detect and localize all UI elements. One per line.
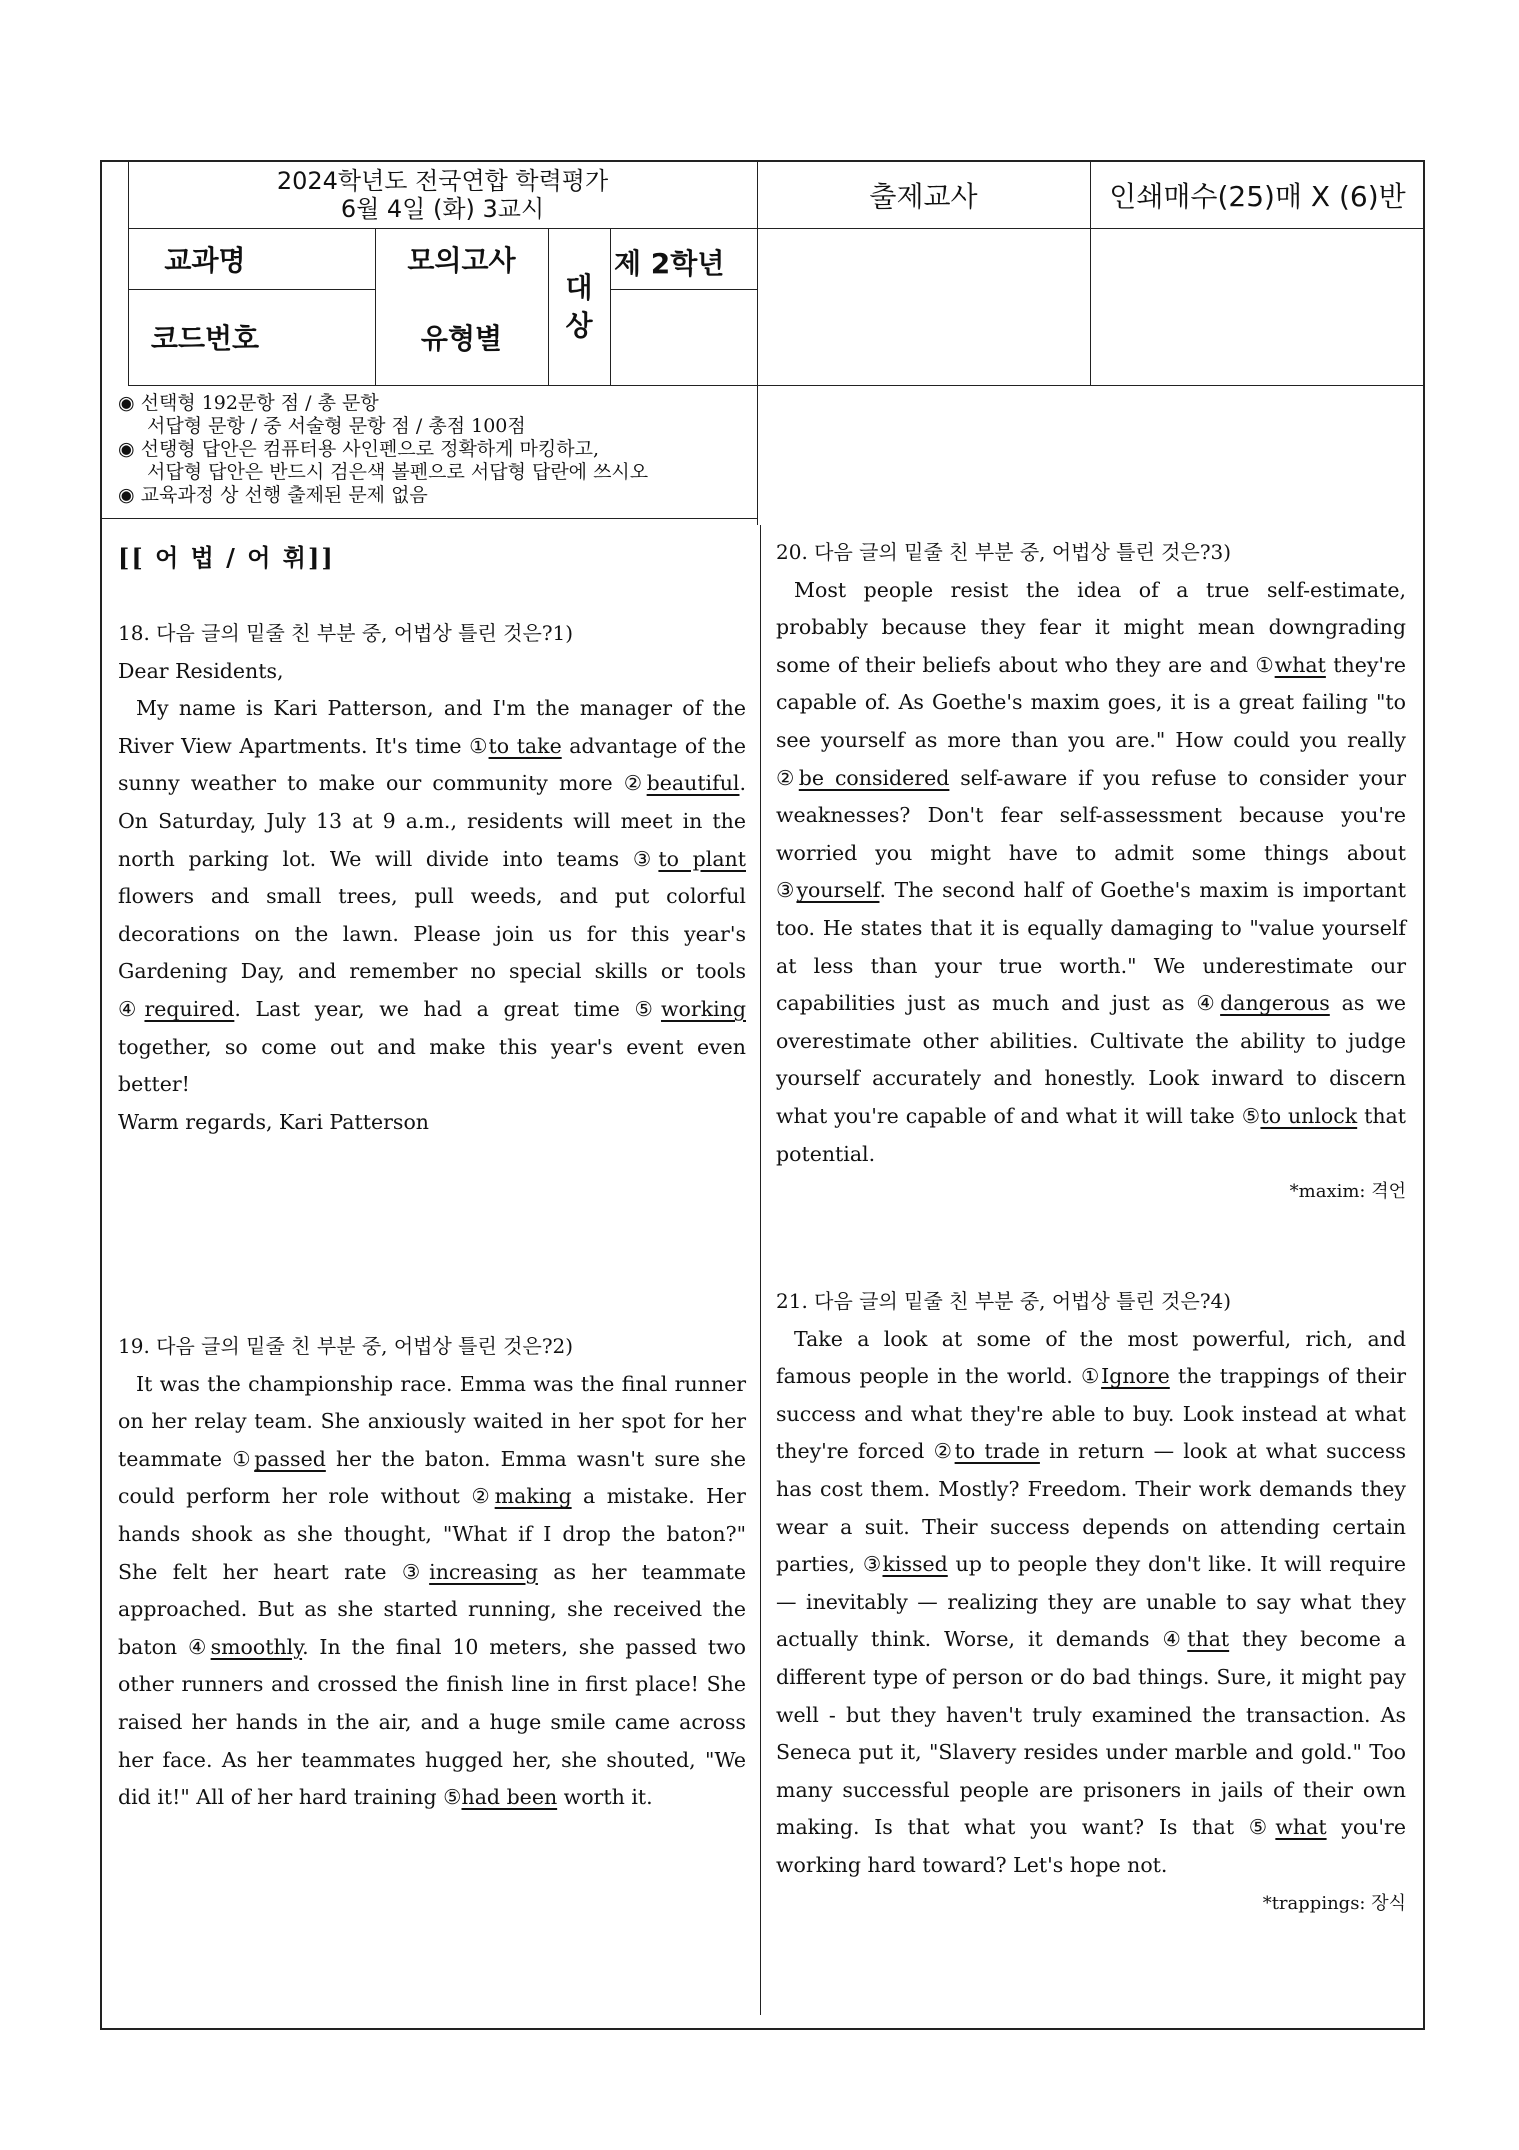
column-divider	[760, 525, 761, 2015]
print-count: 인쇄매수(25)매 X (6)반	[1109, 180, 1406, 213]
q18-option-4: required	[144, 996, 235, 1021]
q19-option-2: making	[494, 1484, 572, 1509]
type-label: 유형별	[420, 322, 503, 355]
q18-closing: Warm regards, Kari Patterson	[118, 1109, 429, 1134]
q21-option-4: that	[1187, 1627, 1230, 1652]
exam-notes	[118, 392, 753, 507]
q19-option-3: increasing	[429, 1559, 538, 1584]
q18-greeting: Dear Residents,	[118, 658, 284, 683]
q18-option-2: beautiful	[646, 771, 740, 796]
q19-option-1: passed	[254, 1446, 326, 1471]
notes-bottom-border	[100, 518, 757, 519]
q20-option-1: what	[1274, 652, 1326, 677]
q20-option-5: to unlock	[1260, 1103, 1358, 1128]
exam-title-line1: 2024학년도 전국연합 학력평가	[276, 167, 609, 195]
note-line2: 서답형 문항 / 중 서술형 문항 점 / 총점 100점	[147, 415, 526, 437]
note-line5: ◉ 교육과정 상 선행 출제된 문제 없음	[118, 484, 428, 506]
q21-option-5: what	[1275, 1815, 1327, 1840]
q18-passage: My name is Kari Patterson, and I'm the manager of the River View Apartments. It's time ①to take advantage of the sunny weather to make our community more ②beautiful. On Saturday, July 13 at 9 a.m., residents will meet in the north parking lot. We will divide into teams ③to plant flowers and small trees, pull weeds, and put colorful decorations on the lawn. Please join us for this year's Gardening Day, and remember no special skills or tools ④required. Last year, we had a great time ⑤working together, so come out and make this year's event even better!	[118, 696, 746, 1097]
note-line4: 서답형 답안은 반드시 검은색 볼펜으로 서답형 답란에 쓰시오	[147, 461, 649, 483]
examiner-label: 출제교사	[869, 180, 978, 213]
q21-option-1: Ignore	[1101, 1364, 1170, 1389]
q21-option-3: kissed	[882, 1552, 948, 1577]
subject-label: 교과명	[164, 243, 246, 277]
question-18-prompt: 18. 다음 글의 밑줄 친 부분 중, 어법상 틀린 것은?1)	[118, 621, 574, 645]
header-inner-row-divider-2	[610, 289, 757, 290]
question-20-prompt: 20. 다음 글의 밑줄 친 부분 중, 어법상 틀린 것은?3)	[776, 540, 1232, 564]
note-line3: ◉ 선탱형 답안은 컴퓨터용 사인펜으로 정확하게 마킹하고,	[118, 438, 599, 460]
question-19	[118, 1328, 746, 1817]
q20-option-4: dangerous	[1220, 991, 1330, 1016]
exam-title	[128, 162, 757, 228]
q20-option-3: yourself	[796, 878, 880, 903]
q19-option-4: smoothly	[210, 1634, 303, 1659]
grade-value: 제 2학년	[614, 247, 725, 280]
q20-option-2: be considered	[798, 765, 950, 790]
target-label-1: 대	[565, 270, 593, 304]
question-19-prompt: 19. 다음 글의 밑줄 친 부분 중, 어법상 틀린 것은?2)	[118, 1334, 574, 1358]
q18-option-1: to take	[488, 733, 562, 758]
subject-value: 모의고사	[407, 243, 516, 277]
header-row-divider	[128, 228, 1425, 229]
question-21	[776, 1283, 1406, 1922]
note-line1: ◉ 선택형 192문항 점 / 총 문항	[118, 392, 379, 414]
q21-footnote: *trappings: 장식	[1262, 1892, 1406, 1914]
target-label	[548, 228, 610, 385]
question-20	[776, 534, 1406, 1211]
section-title: [[ 어 법 / 어 휘]]	[118, 543, 335, 572]
q21-option-2: to trade	[954, 1439, 1040, 1464]
header-bottom-border	[128, 385, 1425, 386]
target-label-2: 상	[565, 308, 593, 342]
question-21-prompt: 21. 다음 글의 밑줄 친 부분 중, 어법상 틀린 것은?4)	[776, 1289, 1232, 1313]
q18-option-3: to plant	[658, 846, 746, 871]
q19-option-5: had been	[461, 1785, 558, 1810]
question-18	[118, 615, 746, 1141]
code-label: 코드번호	[150, 322, 260, 355]
exam-title-line2: 6월 4일 (화) 3교시	[340, 195, 545, 223]
q20-footnote: *maxim: 격언	[1289, 1181, 1406, 1203]
q18-option-5: working	[661, 996, 746, 1021]
header-col-divider-3	[610, 228, 611, 385]
q21-passage: Take a look at some of the most powerful, rich, and famous people in the world. ①Ignore the trappings of their success and what they're able to buy. Look instead at what they're forced ②to trade in return — look at what success has cost them. Mostly? Freedom. Their work demands they wear a suit. Their success depends on attending certain parties, ③kissed up to people they don't like. It will require — inevitably — realizing they are unable to say what they actually think. Worse, it demands ④that they become a different type of person or do bad things. Sure, it might pay well - but they haven't truly examined the transaction. As Seneca put it, "Slavery resides under marble and gold." Too many successful people are prisoners in jails of their own making. Is that what you want? Is that ⑤what you're working hard toward? Let's hope not.	[776, 1326, 1406, 1877]
q19-passage: It was the championship race. Emma was the final runner on her relay team. She anxiously waited in her spot for her teammate ①passed her the baton. Emma wasn't sure she could perform her role without ②making a mistake. Her hands shook as she thought, "What if I drop the baton?" She felt her heart rate ③increasing as her teammate approached. But as she started running, she received the baton ④smoothly. In the final 10 meters, she passed two other runners and crossed the finish line in first place! She raised her hands in the air, and a huge smile came across her face. As her teammates hugged her, she shouted, "We did it!" All of her hard training ⑤had been worth it.	[118, 1371, 746, 1810]
q20-passage: Most people resist the idea of a true self-estimate, probably because they fear it might mean downgrading some of their beliefs about who they are and ①what they're capable of. As Goethe's maxim goes, it is a great failing "to see yourself as more than you are." How could you really ②be considered self-aware if you refuse to consider your weaknesses? Don't fear self-assessment because you're worried you might have to admit some things about ③yourself. The second half of Goethe's maxim is important too. He states that it is equally damaging to "value yourself at less than your true worth." We underestimate our capabilities just as much and just as ④dangerous as we overestimate other abilities. Cultivate the ability to judge yourself accurately and honestly. Look inward to discern what you're capable of and what it will take ⑤to unlock that potential.	[776, 577, 1406, 1166]
